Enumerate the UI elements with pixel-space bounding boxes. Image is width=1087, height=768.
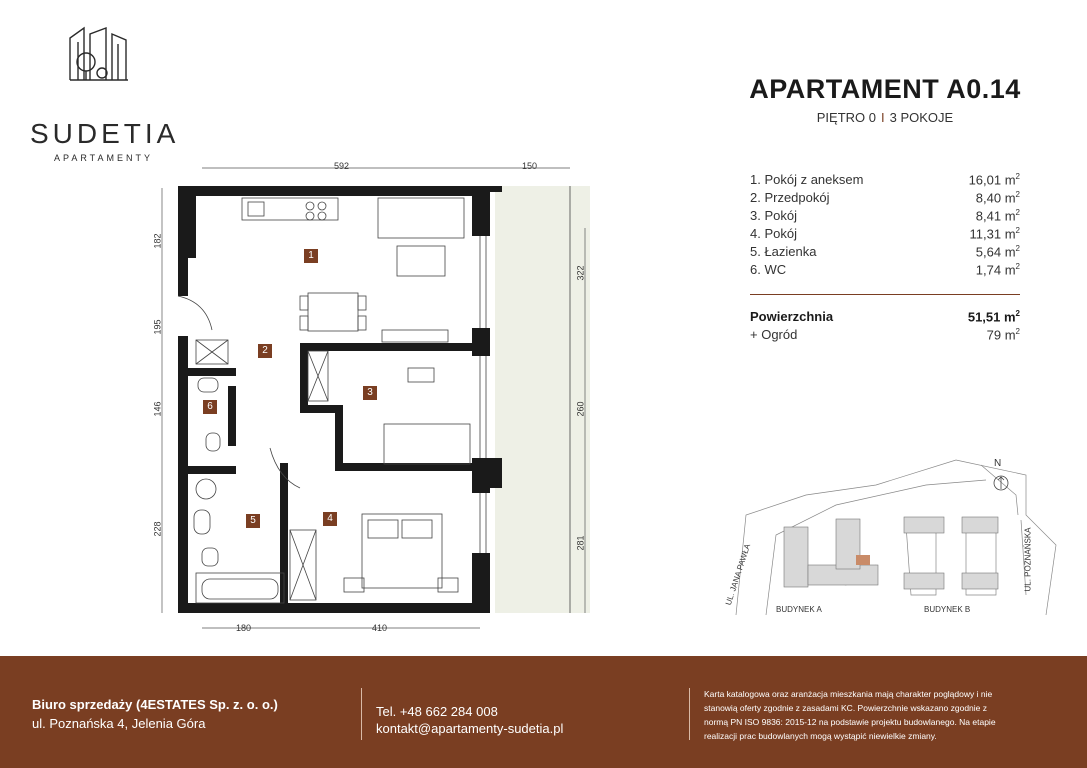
summary-divider: [750, 294, 1020, 295]
room-area: 8,40 $m^2$: [975, 190, 1020, 206]
room-area: 1,74 $m^2$: [975, 262, 1020, 278]
building-b-label: BUDYNEK B: [924, 605, 971, 614]
total-area-value: 51,51 $m^2$: [967, 309, 1020, 325]
disclaimer: [704, 687, 1034, 743]
phone-link[interactable]: Tel. +48 662 284 008: [376, 704, 498, 719]
building-logo-icon: [68, 26, 130, 82]
room-number-2: 2: [258, 344, 272, 358]
dim-left-2: 195: [152, 319, 163, 335]
dim-right-2: 260: [575, 401, 586, 417]
footer: [0, 656, 1087, 768]
disclaimer-line: Karta katalogowa oraz aranżacja mieszkania mają charakter poglądowy i nie: [704, 689, 993, 699]
sales-office-name: Biuro sprzedaży (4ESTATES Sp. z. o. o.): [32, 697, 278, 712]
dim-top-garden: 150: [522, 161, 538, 171]
north-indicator: N: [994, 458, 1002, 469]
sales-office-address: ul. Poznańska 4, Jelenia Góra: [32, 716, 206, 731]
dim-bottom-right: 410: [372, 623, 388, 633]
total-area-label: Powierzchnia: [750, 309, 834, 324]
disclaimer-line: normą PN ISO 9836: 2015-12 na podstawie projektu budowlanego. Na etapie: [704, 717, 996, 727]
apartment-subtitle: [740, 110, 1030, 125]
total-area-row: [750, 309, 1020, 327]
garden-area-row: [750, 327, 1020, 345]
disclaimer-line: stanowią oferty zgodnie z zasadami KC. Powierzchnie wskazano zgodnie z: [704, 703, 988, 713]
room-number-3: 3: [363, 386, 377, 400]
dim-left-4: 228: [152, 521, 163, 537]
room-row: [750, 208, 1020, 226]
room-row: [750, 226, 1020, 244]
room-label: 2. Przedpokój: [750, 190, 830, 205]
apartment-title: APARTAMENT A0.14: [749, 74, 1021, 104]
site-map: [723, 455, 1066, 630]
rooms-count-label: 3 POKOJE: [889, 110, 954, 125]
room-row: [750, 262, 1020, 280]
room-row: [750, 172, 1020, 190]
room-label: 3. Pokój: [750, 208, 797, 223]
email-link[interactable]: kontakt@apartamenty-sudetia.pl: [376, 721, 564, 736]
room-label: 4. Pokój: [750, 226, 797, 241]
room-row: [750, 190, 1020, 208]
dim-top-main: 592: [334, 161, 350, 171]
room-label: 6. WC: [750, 262, 787, 277]
room-area: 5,64 $m^2$: [975, 244, 1020, 260]
room-row: [750, 244, 1020, 262]
floor-plan-drawing: [150, 158, 630, 638]
room-area: 8,41 $m^2$: [975, 208, 1020, 224]
street-label-left: UL. JANA PAWŁA: [723, 542, 753, 607]
room-number-4: 4: [323, 512, 337, 526]
room-number-1: 1: [304, 249, 318, 263]
floor-plan: [150, 158, 630, 638]
brand-logo: [28, 26, 180, 163]
subtitle-separator: I: [881, 110, 885, 125]
footer-divider: [361, 688, 362, 740]
street-label-right: UL. POZNAŃSKA: [1023, 527, 1033, 592]
area-summary: [750, 309, 1020, 345]
room-label: 1. Pokój z aneksem: [750, 172, 864, 187]
floor-label: PIĘTRO 0: [816, 110, 877, 125]
dim-right-1: 322: [575, 265, 586, 281]
footer-divider: [689, 688, 690, 740]
site-map-drawing: [723, 455, 1066, 630]
room-number-5: 5: [246, 514, 260, 528]
dim-left-3: 146: [152, 401, 163, 417]
apartment-location-marker: [856, 555, 870, 565]
brand-tagline: APARTAMENTY: [54, 153, 154, 163]
dim-bottom-left: 180: [236, 623, 252, 633]
dim-left-1: 182: [152, 233, 163, 249]
room-area: 11,31 $m^2$: [969, 226, 1020, 242]
disclaimer-line: realizacji prac budowlanych mogą wystąpić niewielkie zmiany.: [704, 731, 937, 741]
building-a-label: BUDYNEK A: [776, 605, 822, 614]
dim-right-3: 281: [575, 535, 586, 551]
room-number-6: 6: [203, 400, 217, 414]
rooms-list: [750, 172, 1020, 280]
room-label: 5. Łazienka: [750, 244, 817, 259]
garden-area-value: 79 $m^2$: [986, 327, 1020, 343]
brand-name: SUDETIA: [30, 118, 180, 149]
room-area: 16,01 $m^2$: [968, 172, 1020, 188]
garden-area-label: + Ogród: [750, 327, 798, 342]
